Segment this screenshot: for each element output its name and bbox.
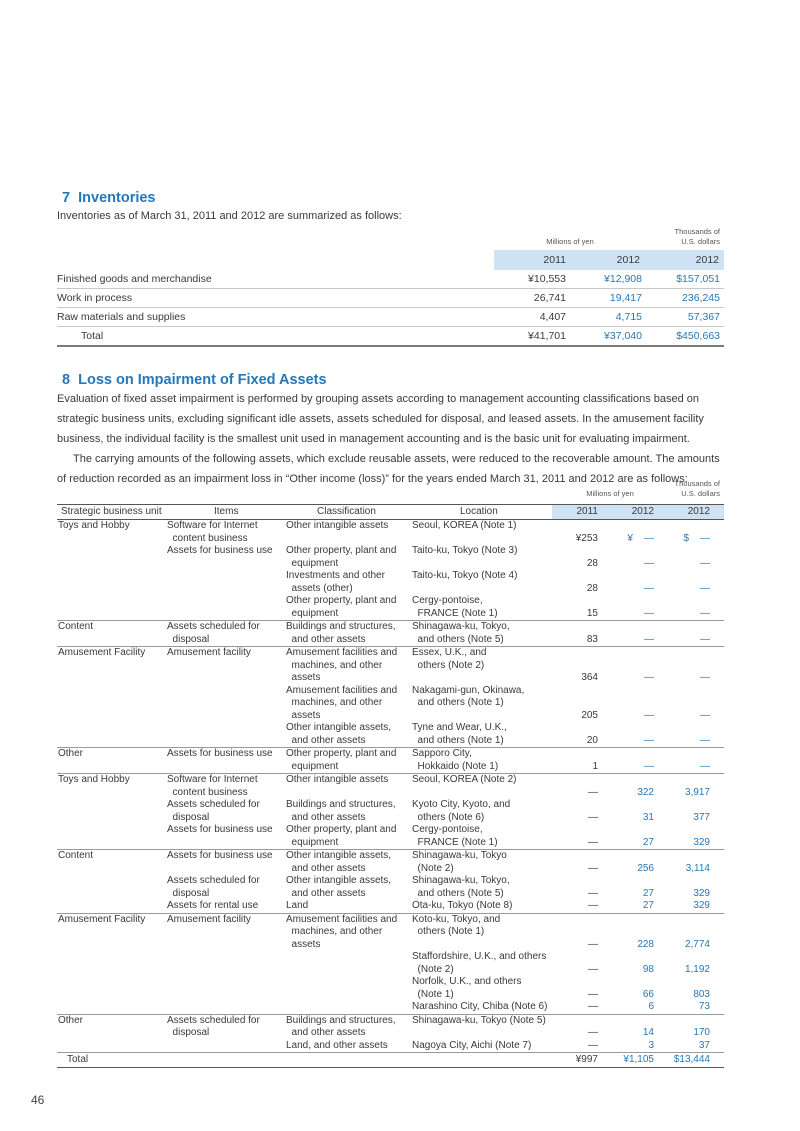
imp-value-usd: 329 — [693, 887, 710, 899]
inv-row — [57, 289, 724, 308]
inv-unit-yen: Millions of yen — [546, 237, 594, 246]
inv-value-usd: 57,367 — [687, 311, 720, 323]
imp-item-cell: Software for Internet content business — [167, 774, 258, 798]
imp-classification-cell: Other intangible assets — [286, 520, 389, 531]
imp-location-cell: Norfolk, U.K., and others (Note 1) — [412, 976, 522, 1000]
section8-body — [57, 389, 727, 489]
inv-value-2012: ¥12,908 — [604, 273, 642, 285]
inv-year-header — [494, 250, 724, 270]
imp-value-2012: — — [644, 607, 654, 619]
imp-location-cell: Nagoya City, Aichi (Note 7) — [412, 1039, 532, 1051]
imp-unit-usd: Thousands of U.S. dollars — [674, 479, 720, 498]
imp-entry — [57, 951, 724, 976]
imp-value-2012: 66 — [642, 988, 654, 1000]
imp-item-cell: Assets scheduled for disposal — [167, 1014, 260, 1038]
imp-value-2012: — — [644, 734, 654, 746]
imp-entry — [57, 621, 724, 646]
imp-value-2011: — — [588, 786, 598, 798]
imp-group — [57, 621, 724, 647]
inv-value-2011: ¥10,553 — [528, 273, 566, 285]
imp-total-row — [57, 1053, 724, 1068]
imp-entry — [57, 774, 724, 799]
section7-title: Inventories — [78, 190, 156, 206]
imp-total-2012: ¥1,105 — [623, 1054, 654, 1065]
inv-value-2011: 4,407 — [539, 311, 566, 323]
imp-head-2011: 2011 — [576, 506, 598, 517]
section8-para2: The carrying amounts of the following assets, which exclude reusable assets, were reduced to the recoverable amount. The amounts of reduction recorded as an impairment loss in “Other income (loss)” for the years ended March 31, 2011 and 2012 are as follows: — [57, 453, 720, 485]
imp-value-2011: 83 — [586, 633, 598, 645]
imp-value-usd: — — [700, 734, 710, 746]
imp-item-cell: Assets for business use — [167, 748, 273, 759]
imp-item-cell: Assets for business use — [167, 545, 273, 556]
imp-total-2011: ¥997 — [575, 1054, 598, 1065]
imp-unit-cell: Toys and Hobby — [58, 520, 130, 531]
imp-unit-cell: Amusement Facility — [58, 647, 146, 658]
imp-value-usd: 377 — [693, 811, 710, 823]
imp-location-cell: Nakagami-gun, Okinawa, and others (Note 1) — [412, 684, 525, 708]
inv-row — [57, 308, 724, 327]
imp-value-usd: 1,192 — [684, 963, 710, 975]
imp-value-2012: 27 — [642, 887, 654, 899]
imp-location-cell: Shinagawa-ku, Tokyo (Note 5) — [412, 1014, 546, 1026]
imp-classification-cell: Buildings and structures, and other assets — [286, 621, 396, 645]
imp-value-2012: 27 — [642, 900, 654, 911]
imp-value-2012: 31 — [642, 811, 654, 823]
imp-item-cell: Assets for business use — [167, 850, 273, 861]
imp-value-usd: $ — — [683, 532, 710, 544]
inv-row-label: Raw materials and supplies — [57, 311, 186, 323]
imp-head-unit: Strategic business unit — [61, 506, 162, 517]
imp-value-usd: — — [700, 709, 710, 721]
imp-head-2012: 2012 — [631, 506, 654, 517]
imp-location-cell: Cergy-pontoise, FRANCE (Note 1) — [412, 595, 498, 619]
imp-classification-cell: Buildings and structures, and other assets — [286, 799, 396, 823]
imp-location-cell: Taito-ku, Tokyo (Note 4) — [412, 570, 518, 581]
imp-value-2011: — — [588, 1001, 598, 1012]
imp-value-usd: — — [700, 633, 710, 645]
imp-unit-cell: Content — [58, 621, 94, 632]
imp-classification-cell: Other property, plant and equipment — [286, 595, 397, 619]
imp-entry — [57, 914, 724, 952]
imp-value-2011: — — [588, 1039, 598, 1051]
imp-head-classification: Classification — [317, 506, 376, 517]
imp-classification-cell: Amusement facilities and machines, and other assets — [286, 647, 398, 683]
imp-value-2011: — — [588, 963, 598, 975]
imp-classification-cell: Other intangible assets, and other assets — [286, 722, 392, 746]
imp-value-usd: 3,917 — [684, 786, 710, 798]
imp-entry — [57, 1001, 724, 1014]
page-number: 46 — [31, 1093, 45, 1107]
inv-row-label: Finished goods and merchandise — [57, 273, 212, 285]
imp-value-2012: ¥ — — [627, 532, 654, 544]
inv-total-row — [57, 327, 724, 347]
inv-row-label: Total — [81, 330, 104, 342]
imp-value-2011: 1 — [592, 760, 598, 772]
imp-entry — [57, 850, 724, 875]
imp-entry — [57, 647, 724, 685]
imp-group — [57, 1015, 724, 1054]
imp-entry — [57, 824, 724, 849]
imp-total-label: Total — [67, 1054, 89, 1065]
imp-entry — [57, 748, 724, 773]
imp-location-cell: Sapporo City, Hokkaido (Note 1) — [412, 748, 499, 772]
imp-entry — [57, 976, 724, 1001]
imp-item-cell: Assets for business use — [167, 824, 273, 835]
imp-entry — [57, 799, 724, 824]
imp-value-2012: 98 — [642, 963, 654, 975]
imp-value-2012: 228 — [637, 938, 654, 950]
imp-value-2012: 256 — [637, 862, 654, 874]
imp-value-2011: 28 — [586, 557, 598, 569]
imp-location-cell: Shinagawa-ku, Tokyo, and others (Note 5) — [412, 875, 510, 899]
imp-value-usd: 73 — [698, 1001, 710, 1012]
imp-group — [57, 520, 724, 621]
imp-head-items: Items — [214, 506, 239, 517]
imp-item-cell: Amusement facility — [167, 913, 251, 925]
imp-classification-cell: Investments and other assets (other) — [286, 570, 385, 594]
imp-value-2012: — — [644, 709, 654, 721]
imp-item-cell: Software for Internet content business — [167, 520, 258, 544]
section8-number: 8 — [62, 372, 71, 388]
imp-value-usd: — — [700, 760, 710, 772]
impairment-table — [57, 504, 724, 1068]
imp-location-cell: Kyoto City, Kyoto, and others (Note 6) — [412, 799, 511, 823]
imp-value-2012: — — [644, 760, 654, 772]
imp-head-location: Location — [460, 506, 498, 517]
imp-value-2011: 28 — [586, 582, 598, 594]
imp-value-usd: 2,774 — [684, 938, 710, 950]
imp-value-2011: 205 — [581, 709, 598, 721]
section8-para1: Evaluation of fixed asset impairment is performed by grouping assets according to management accounting classifications based on strategic business units, excluding significant idle assets, assets scheduled for disposal, and leased assets. In the amusement facility business, the individual facility is the smallest unit used in management accounting and is the basic unit for evaluating impairment. — [57, 393, 704, 445]
imp-value-2012: — — [644, 582, 654, 594]
inventories-table — [57, 250, 724, 347]
imp-value-usd: — — [700, 557, 710, 569]
imp-entry — [57, 570, 724, 595]
imp-unit-cell: Content — [58, 850, 94, 861]
imp-entry — [57, 722, 724, 747]
imp-value-usd: 170 — [693, 1027, 710, 1038]
imp-group — [57, 647, 724, 748]
inv-value-2012: ¥37,040 — [604, 330, 642, 342]
imp-value-2012: 322 — [637, 786, 654, 798]
imp-location-cell: Seoul, KOREA (Note 2) — [412, 774, 517, 785]
imp-value-2012: 3 — [648, 1039, 654, 1051]
inv-year-2012-usd: 2012 — [695, 254, 719, 266]
imp-location-cell: Ota-ku, Tokyo (Note 8) — [412, 900, 513, 911]
imp-value-2011: 364 — [581, 672, 598, 683]
imp-value-2012: — — [644, 672, 654, 683]
section8-title: Loss on Impairment of Fixed Assets — [78, 372, 327, 388]
imp-classification-cell: Other property, plant and equipment — [286, 748, 397, 772]
section7-intro: Inventories as of March 31, 2011 and 2012 are summarized as follows: — [57, 210, 402, 222]
imp-item-cell: Assets for rental use — [167, 900, 259, 911]
imp-value-2011: 20 — [586, 734, 598, 746]
imp-entry — [57, 520, 724, 545]
inv-row-label: Work in process — [57, 292, 133, 304]
imp-value-usd: — — [700, 582, 710, 594]
imp-value-usd: — — [700, 672, 710, 683]
inv-value-2012: 4,715 — [615, 311, 642, 323]
imp-header-row — [57, 504, 724, 520]
imp-location-cell: Shinagawa-ku, Tokyo (Note 2) — [412, 850, 507, 874]
imp-head-2012-usd: 2012 — [687, 506, 710, 517]
inv-value-2011: ¥41,701 — [528, 330, 566, 342]
imp-group — [57, 748, 724, 774]
imp-value-2012: — — [644, 557, 654, 569]
imp-entry — [57, 685, 724, 723]
imp-group — [57, 850, 724, 914]
imp-unit-cell: Toys and Hobby — [58, 774, 130, 785]
imp-value-2011: — — [588, 811, 598, 823]
imp-value-2011: — — [588, 988, 598, 1000]
section7-number: 7 — [62, 190, 71, 206]
imp-value-usd: 803 — [693, 988, 710, 1000]
inv-value-2011: 26,741 — [533, 292, 566, 304]
imp-classification-cell: Other intangible assets — [286, 774, 389, 785]
imp-value-2011: — — [588, 836, 598, 848]
imp-location-cell: Staffordshire, U.K., and others (Note 2) — [412, 951, 547, 975]
section7-heading — [62, 190, 156, 206]
imp-item-cell: Assets scheduled for disposal — [167, 799, 260, 823]
imp-group — [57, 914, 724, 1015]
imp-total-usd: $13,444 — [673, 1054, 710, 1065]
inv-year-2012: 2012 — [616, 254, 640, 266]
imp-item-cell: Amusement facility — [167, 647, 251, 658]
imp-classification-cell: Amusement facilities and machines, and other assets — [286, 684, 398, 721]
imp-classification-cell: Other intangible assets, and other assets — [286, 875, 392, 899]
imp-classification-cell: Buildings and structures, and other assets — [286, 1014, 396, 1038]
inv-value-usd: 236,245 — [682, 292, 720, 304]
section8-heading — [62, 372, 327, 388]
imp-location-cell: Essex, U.K., and others (Note 2) — [412, 647, 487, 671]
imp-entry — [57, 900, 724, 913]
imp-item-cell: Assets scheduled for disposal — [167, 621, 260, 645]
imp-value-2012: 27 — [642, 836, 654, 848]
inv-value-usd: $450,663 — [676, 330, 720, 342]
imp-value-2012: 6 — [648, 1001, 654, 1012]
imp-classification-cell: Land — [286, 900, 309, 911]
imp-location-cell: Shinagawa-ku, Tokyo, and others (Note 5) — [412, 621, 510, 645]
imp-value-2012: 14 — [642, 1027, 654, 1038]
imp-location-cell: Tyne and Wear, U.K., and others (Note 1) — [412, 722, 507, 746]
imp-value-2012: — — [644, 633, 654, 645]
imp-value-usd: — — [700, 607, 710, 619]
imp-entry — [57, 1015, 724, 1040]
imp-value-2011: — — [588, 887, 598, 899]
imp-item-cell: Assets scheduled for disposal — [167, 875, 260, 899]
imp-unit-cell: Other — [58, 1014, 84, 1026]
imp-value-2011: ¥253 — [575, 532, 598, 544]
imp-value-2011: — — [588, 862, 598, 874]
imp-value-usd: 3,114 — [685, 862, 710, 874]
imp-value-2011: — — [588, 938, 598, 950]
imp-location-cell: Taito-ku, Tokyo (Note 3) — [412, 545, 518, 556]
inv-value-2012: 19,417 — [609, 292, 642, 304]
imp-value-2011: — — [588, 1027, 598, 1038]
inv-value-usd: $157,051 — [676, 273, 720, 285]
inv-year-2011: 2011 — [543, 254, 566, 266]
imp-location-cell: Narashino City, Chiba (Note 6) — [412, 1001, 548, 1012]
imp-unit-cell: Other — [58, 748, 84, 759]
imp-entry — [57, 595, 724, 620]
imp-unit-yen: Millions of yen — [586, 489, 634, 498]
imp-entry — [57, 545, 724, 570]
imp-classification-cell: Land, and other assets — [286, 1039, 388, 1051]
imp-classification-cell: Other property, plant and equipment — [286, 824, 397, 848]
imp-value-usd: 329 — [693, 900, 710, 911]
imp-value-usd: 329 — [693, 836, 710, 848]
imp-location-cell: Koto-ku, Tokyo, and others (Note 1) — [412, 913, 501, 937]
imp-classification-cell: Amusement facilities and machines, and other assets — [286, 913, 398, 950]
imp-entry — [57, 1040, 724, 1053]
imp-value-2011: — — [588, 900, 598, 911]
imp-unit-cell: Amusement Facility — [58, 913, 146, 925]
imp-entry — [57, 875, 724, 900]
imp-value-usd: 37 — [698, 1039, 710, 1051]
imp-classification-cell: Other intangible assets, and other assets — [286, 850, 392, 874]
imp-value-2011: 15 — [586, 607, 598, 619]
imp-group — [57, 774, 724, 850]
imp-location-cell: Cergy-pontoise, FRANCE (Note 1) — [412, 824, 498, 848]
inv-row — [57, 270, 724, 289]
inv-unit-usd: Thousands of U.S. dollars — [674, 227, 720, 246]
imp-classification-cell: Other property, plant and equipment — [286, 545, 397, 569]
imp-location-cell: Seoul, KOREA (Note 1) — [412, 520, 517, 531]
